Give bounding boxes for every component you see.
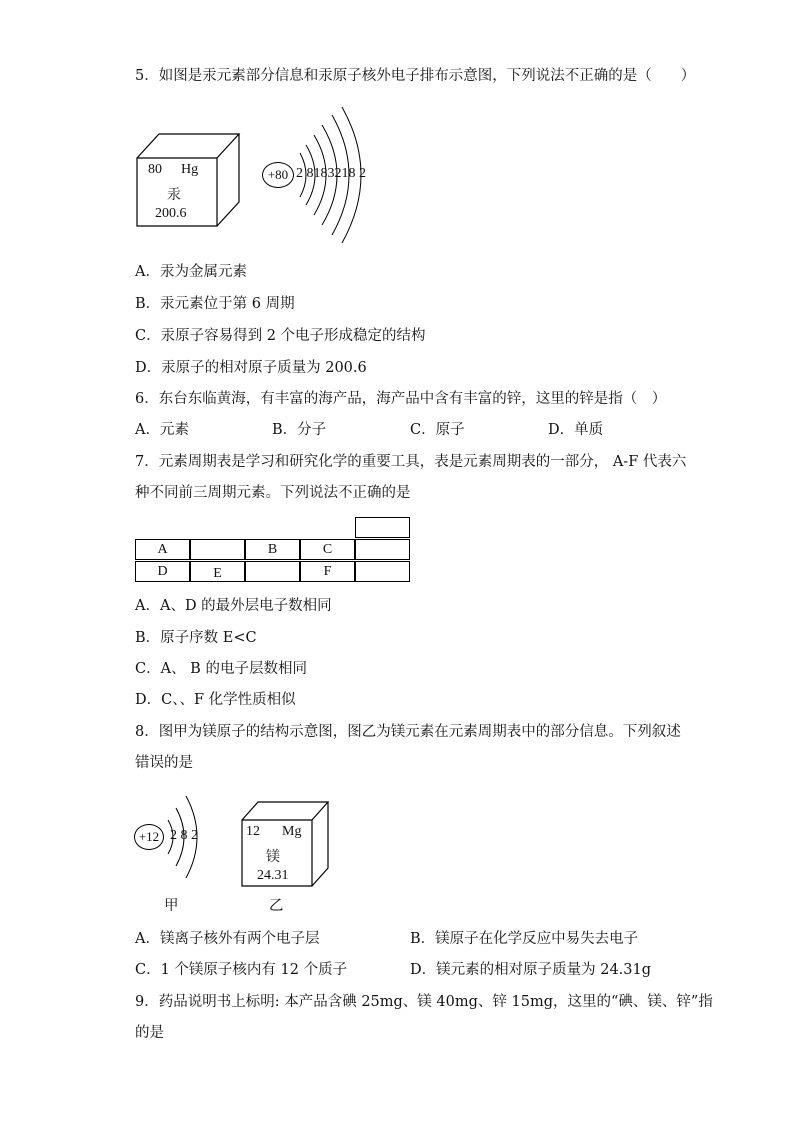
q7-stem-line2: 种不同前三周期元素。下列说法不正确的是: [135, 485, 411, 501]
table-cell: F: [300, 561, 355, 582]
q7-option-a: A．A、D 的最外层电子数相同: [135, 598, 332, 614]
q8-element-tile: [240, 800, 332, 894]
table-cell: [190, 539, 245, 560]
q6-option-b: B．分子: [272, 422, 327, 438]
shell-electron-counts: 2 8183218 2: [296, 166, 366, 181]
q7-option-c: C．A、 B 的电子层数相同: [135, 661, 307, 677]
tile-mass: 24.31: [257, 868, 289, 883]
q5-option-d: D．汞原子的相对原子质量为 200.6: [135, 360, 367, 376]
q7-option-b: B．原子序数 E<C: [135, 630, 257, 646]
q5-option-b: B．汞元素位于第 6 周期: [135, 296, 295, 312]
table-cell: [355, 539, 410, 560]
tile-name: 镁: [266, 849, 280, 865]
q5-mercury-atom-diagram: [262, 105, 382, 245]
q8-option-d: D．镁元素的相对原子质量为 24.31g: [410, 962, 652, 978]
tile-number: 80: [148, 162, 162, 177]
shell-electron-counts: 2 8 2: [170, 828, 198, 843]
table-cell: B: [245, 539, 300, 560]
q5-stem: 5．如图是汞元素部分信息和汞原子核外电子排布示意图，下列说法不正确的是（ ）: [135, 68, 696, 84]
tile-name: 汞: [167, 187, 181, 203]
q5-option-c: C．汞原子容易得到 2 个电子形成稳定的结构: [135, 328, 426, 344]
nucleus: +80: [262, 162, 294, 188]
q8-option-a: A．镁离子核外有两个电子层: [135, 931, 320, 947]
q7-option-d: D．C、、F 化学性质相似: [135, 692, 296, 708]
q6-option-c: C．原子: [410, 422, 465, 438]
table-cell: A: [135, 539, 190, 560]
q6-stem: 6．东台东临黄海，有丰富的海产品，海产品中含有丰富的锌，这里的锌是指（ ）: [135, 391, 667, 407]
q5-option-a: A．汞为金属元素: [135, 264, 247, 280]
tile-mass: 200.6: [155, 206, 187, 221]
q9-stem-line1: 9．药品说明书上标明: 本产品含碘 25mg、镁 40mg、锌 15mg，这里的“碘、镁、锌”指: [135, 994, 713, 1010]
table-cell: [245, 561, 300, 582]
q8-option-b: B．镁原子在化学反应中易失去电子: [410, 931, 639, 947]
nucleus: +12: [134, 824, 164, 850]
q6-option-a: A．元素: [135, 422, 189, 438]
tile-symbol: Hg: [181, 162, 199, 177]
q8-stem-line1: 8．图甲为镁原子的结构示意图，图乙为镁元素在元素周期表中的部分信息。下列叙述: [135, 724, 681, 740]
caption-jia: 甲: [164, 898, 179, 914]
q8-option-c: C．1 个镁原子核内有 12 个质子: [135, 962, 348, 978]
table-cell: [355, 561, 410, 582]
tile-number: 12: [246, 824, 260, 839]
table-cell-top: [355, 517, 410, 538]
cube-outline-icon: [135, 130, 245, 230]
table-cell: C: [300, 539, 355, 560]
table-cell: D: [135, 561, 190, 582]
q5-element-tile: [135, 130, 245, 234]
table-cell: E: [190, 561, 245, 582]
q8-magnesium-atom-diagram: [134, 790, 224, 885]
tile-symbol: Mg: [282, 824, 302, 839]
q8-stem-line2: 错误的是: [135, 755, 193, 771]
caption-yi: 乙: [269, 898, 284, 914]
q9-stem-line2: 的是: [135, 1025, 164, 1041]
q7-stem-line1: 7．元素周期表是学习和研究化学的重要工具，表是元素周期表的一部分， A-F 代表六: [135, 454, 687, 470]
q6-option-d: D．单质: [548, 422, 604, 438]
